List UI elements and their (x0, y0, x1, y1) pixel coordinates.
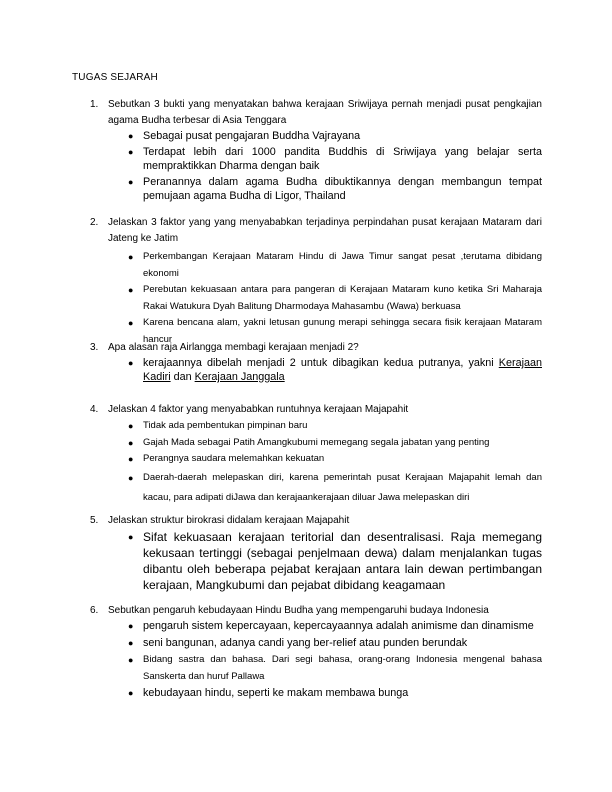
question-number: 6. (90, 605, 99, 616)
question-text: Sebutkan 3 bukti yang menyatakan bahwa kerajaan Sriwijaya pernah menjadi pusat pengkajian agama Budha terbesar di Asia Tenggara (108, 99, 542, 126)
bullet-icon: ● (128, 472, 134, 483)
answer-text: Gajah Mada sebagai Patih Amangkubumi memegang segala jabatan yang penting (143, 436, 490, 448)
answer-item (72, 652, 542, 685)
answer-text: Tidak ada pembentukan pimpinan baru (143, 420, 308, 431)
kerajaan-janggala-link[interactable]: Kerajaan Janggala (194, 371, 285, 383)
answer-item (72, 282, 542, 315)
answer-text: kebudayaan hindu, seperti ke makam membawa bunga (143, 687, 409, 699)
bullet-icon: ● (128, 177, 134, 187)
question-text: Apa alasan raja Airlangga membagi kerajaan menjadi 2? (108, 342, 359, 353)
question-6 (72, 603, 542, 701)
answer-text: Perkembangan Kerajaan Mataram Hindu di Jawa Timur sangat pesat ,terutama dibidang ekonomi (143, 251, 542, 279)
bullet-icon: ● (128, 688, 134, 698)
question-text: Sebutkan pengaruh kebudayaan Hindu Budha yang mempengaruhi budaya Indonesia (108, 605, 489, 616)
bullet-icon: ● (128, 318, 134, 328)
answer-text: Karena bencana alam, yakni letusan gunung merapi sehingga secara fisik kerajaan Mataram hancur (143, 317, 542, 345)
question-text: Jelaskan struktur birokrasi didalam kerajaan Majapahit (108, 515, 350, 526)
answer-item (72, 129, 542, 143)
document-title: TUGAS SEJARAH (72, 72, 158, 83)
answer-item (72, 634, 542, 652)
answer-text: seni bangunan, adanya candi yang ber-relief atau punden berundak (143, 637, 468, 649)
answer-text: Daerah-daerah melepaskan diri, karena pemerintah pusat Kerajaan Majapahit lemah dan kacau, para adipati diJawa dan kerajaankerajaan diluar Jawa melepaskan diri (143, 471, 542, 503)
answer-text: Sebagai pusat pengajaran Buddha Vajrayana (143, 130, 361, 142)
answer-item (72, 418, 542, 435)
question-number: 1. (90, 99, 99, 110)
question-3 (72, 340, 542, 384)
question-number: 4. (90, 404, 99, 415)
bullet-icon: ● (128, 131, 134, 141)
question-text: Jelaskan 4 faktor yang menyababkan runtuhnya kerajaan Majapahit (108, 404, 409, 415)
bullet-icon: ● (128, 655, 134, 665)
answer-text: Sifat kekuasaan kerajaan teritorial dan desentralisasi. Raja memegang kekusaan tertinggi (sebagai penjelmaan dewa) dalam menjalankan tugas dibantu oleh beberapa pejabat kerajaan antara lain dewan pertimbangan kerajaan, Mangkubumi dan pejabat dibidang keagamaan (143, 530, 542, 592)
answer-text: kerajaannya dibelah menjadi 2 untuk dibagikan kedua putranya, yakni (143, 357, 499, 369)
question-5 (72, 513, 542, 593)
answer-item (72, 435, 542, 452)
answer-item (72, 685, 542, 701)
question-number: 2. (90, 217, 99, 228)
bullet-icon: ● (128, 638, 134, 648)
answer-text: pengaruh sistem kepercayaan, kepercayaannya adalah animisme dan dinamisme (143, 620, 534, 632)
answer-text: Terdapat lebih dari 1000 pandita Buddhis di Sriwijaya yang belajar serta mempraktikkan Dharma dengan baik (143, 146, 542, 172)
answer-item (72, 175, 542, 203)
question-number: 5. (90, 515, 99, 526)
answer-item (72, 145, 542, 173)
question-number: 3. (90, 342, 99, 353)
answer-text: Bidang sastra dan bahasa. Dari segi bahasa, orang-orang Indonesia mengenal bahasa Sanskerta dan huruf Pallawa (143, 654, 542, 682)
answer-item (72, 529, 542, 593)
bullet-icon: ● (128, 532, 134, 542)
answer-item (72, 468, 542, 508)
kerajaan-kadiri-link[interactable]: Kerajaan Kadiri (143, 357, 542, 383)
answer-text: Perangnya saudara melemahkan kekuatan (143, 453, 325, 464)
answer-text: dan (170, 371, 195, 383)
answer-item (72, 356, 542, 384)
answer-item (72, 451, 542, 468)
bullet-icon: ● (128, 421, 134, 431)
question-2 (72, 215, 542, 348)
answer-item (72, 249, 542, 282)
bullet-icon: ● (128, 147, 134, 157)
answer-text: Peranannya dalam agama Budha dibuktikannya dengan membangun tempat pemujaan agama Budha di Ligor, Thailand (143, 176, 542, 202)
question-1 (72, 97, 542, 203)
answer-text: Perebutan kekuasaan antara para pangeran di Kerajaan Mataram kuno ketika Sri Maharaja Rakai Watukura Dyah Balitung Dharmodaya Mahasambu (Wawa) berkuasa (143, 284, 542, 312)
question-text: Jelaskan 3 faktor yang yang menyababkan terjadinya perpindahan pusat kerajaan Mataram dari Jateng ke Jatim (108, 217, 542, 244)
bullet-icon: ● (128, 437, 134, 448)
bullet-icon: ● (128, 285, 134, 295)
bullet-icon: ● (128, 358, 134, 368)
answer-item (72, 619, 542, 634)
bullet-icon: ● (128, 621, 134, 631)
bullet-icon: ● (128, 454, 134, 464)
bullet-icon: ● (128, 252, 134, 262)
question-4 (72, 402, 542, 508)
